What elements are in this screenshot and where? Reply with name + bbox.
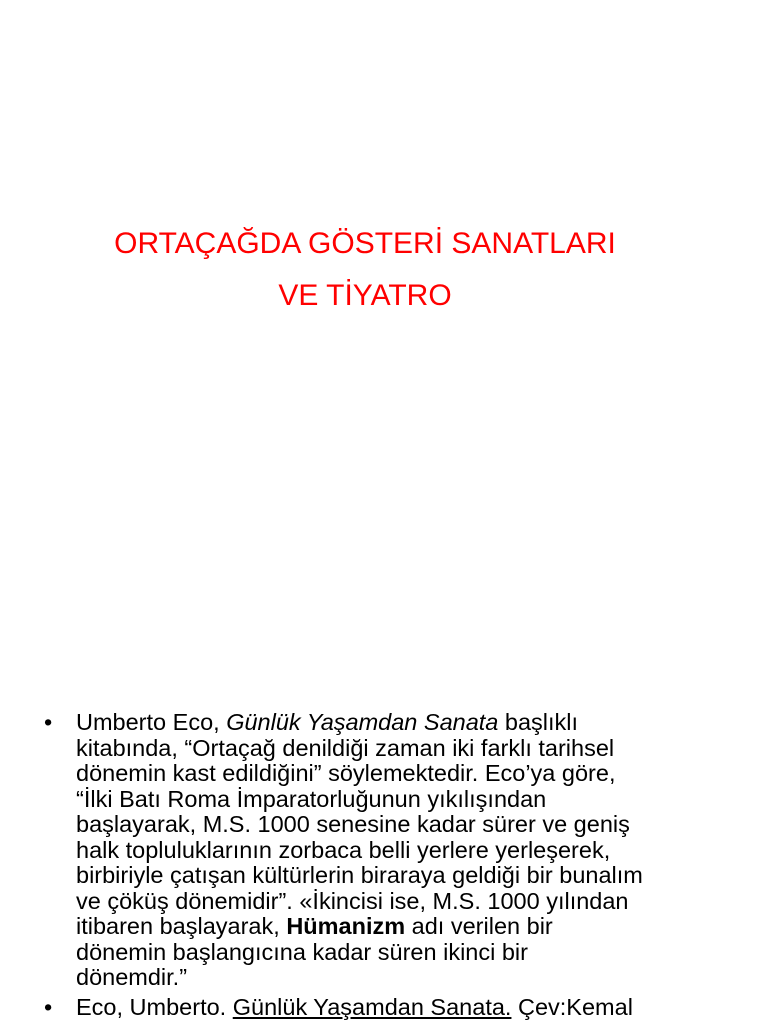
bullet-item-citation bbox=[0, 995, 768, 1021]
text-run: Çev:Kemal bbox=[511, 993, 633, 1020]
slide-title bbox=[40, 218, 690, 322]
text-line: kitabında, “Ortaçağ denildiği zaman iki farklı tarihsel bbox=[76, 734, 615, 761]
text-line: başlayarak, M.S. 1000 senesine kadar sürer ve geniş bbox=[76, 811, 630, 837]
title-line-2: VE TİYATRO bbox=[278, 279, 452, 312]
bullet-item-eco-quote bbox=[0, 710, 768, 991]
text-run: Umberto Eco, bbox=[76, 709, 227, 735]
text-run: itibaren başlayarak, bbox=[76, 913, 287, 939]
humanism-bold: Hümanizm bbox=[286, 913, 406, 939]
text-run: adı verilen bir bbox=[405, 913, 553, 939]
text-line: dönemin kast edildiğini” söylemektedir. Eco’ya göre, bbox=[76, 760, 616, 786]
text-line: dönemdir.” bbox=[76, 964, 188, 990]
text-line: halk topluluklarının zorbaca belli yerlere yerleşerek, bbox=[76, 836, 611, 863]
text-line: dönemin başlangıcına kadar süren ikinci bir bbox=[76, 938, 528, 965]
text-line bbox=[76, 914, 728, 940]
text-line bbox=[76, 710, 728, 736]
text-line: birbiriyle çatışan kültürlerin biraraya geldiği bir bunalım bbox=[76, 862, 643, 888]
bullet-list bbox=[0, 710, 768, 1024]
book-title-italic: Günlük Yaşamdan Sanata bbox=[226, 709, 499, 735]
text-line: “İlki Batı Roma İmparatorluğunun yıkılışından bbox=[76, 785, 547, 812]
bullet-icon: • bbox=[44, 709, 53, 735]
text-run: Eco, Umberto. bbox=[76, 993, 233, 1020]
text-run: başlıklı bbox=[498, 709, 579, 735]
text-line bbox=[76, 995, 728, 1021]
bullet-icon: • bbox=[44, 993, 53, 1020]
text-line: ve çöküş dönemidir”. «İkincisi ise, M.S. 1000 yılından bbox=[76, 887, 629, 914]
book-title-underlined: Günlük Yaşamdan Sanata. bbox=[232, 993, 512, 1020]
title-line-1: ORTAÇAĞDA GÖSTERİ SANATLARI bbox=[114, 227, 616, 260]
